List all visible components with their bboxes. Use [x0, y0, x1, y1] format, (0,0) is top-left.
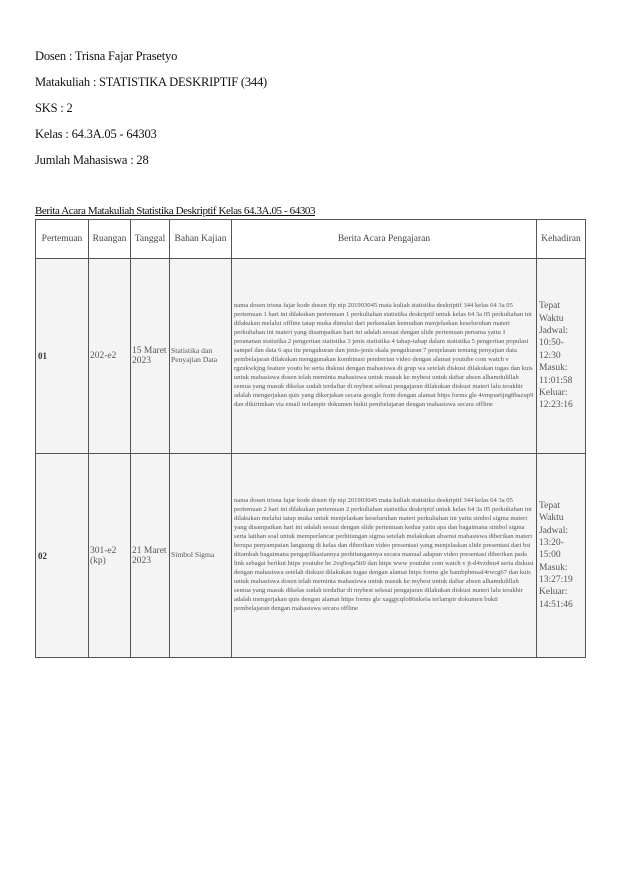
cell-pertemuan: 02 — [36, 454, 89, 658]
kehadiran-status: Tepat Waktu — [539, 500, 564, 524]
matakuliah-line: Matakuliah : STATISTIKA DESKRIPTIF (344) — [35, 75, 267, 89]
cell-kehadiran — [537, 259, 586, 454]
col-header-kehadiran: Kehadiran — [537, 220, 586, 259]
kehadiran-keluar: Keluar: 12:23:16 — [539, 387, 573, 411]
cell-tanggal: 21 Maret 2023 — [131, 454, 170, 658]
table-row — [36, 454, 586, 658]
table-row — [36, 259, 586, 454]
dosen-line: Dosen : Trisna Fajar Prasetyo — [35, 49, 178, 63]
col-header-ruangan: Ruangan — [89, 220, 131, 259]
sks-line: SKS : 2 — [35, 101, 73, 115]
kehadiran-masuk: Masuk: 11:01:58 — [539, 363, 573, 386]
jumlah-mahasiswa-line: Jumlah Mahasiswa : 28 — [35, 153, 149, 167]
kelas-line: Kelas : 64.3A.05 - 64303 — [35, 127, 157, 141]
cell-kehadiran — [537, 454, 586, 658]
cell-bahan-kajian: Statistika dan Penyajian Data — [170, 259, 232, 454]
cell-bahan-kajian: Simbol Sigma — [170, 454, 232, 658]
kehadiran-jadwal: Jadwal: 10:50-12:30 — [539, 326, 569, 361]
kehadiran-keluar: Keluar: 14:51:46 — [539, 587, 573, 610]
col-header-berita-acara: Berita Acara Pengajaran — [232, 220, 537, 259]
col-header-bahan-kajian: Bahan Kajian — [170, 220, 232, 259]
cell-ruangan: 301-e2 (kp) — [89, 454, 131, 658]
table-caption: Berita Acara Matakuliah Statistika Deskriptif Kelas 64.3A.05 - 64303 — [35, 205, 316, 217]
kehadiran-masuk: Masuk: 13:27:19 — [539, 562, 573, 586]
cell-berita-acara: nama dosen trisna fajar kode dosen tfp nip 201903045 mata kuliah statistika deskriptif 344 kelas 64 3a 05 pertemuan 2 hari ini dilakukan pertemuan 2 perkuliahan statistika deskriptif untuk kelas 64 3a 05 perkuliahan ini dilakukan melalui tatap muka untuk menjelaskan keseluruhan materi perkuliahan ini yaitu simbol sigma materi yang disampaikan hari ini adalah sesuai dengan slide pertemuan kedua yaitu apa dan bagaimana simbol sigma serta latihan soal untuk memperlancar perhitungan sigma setelah melakukan absensi mahasiswa diberikan materi berupa penyampaian langsung di kelas dan diberikan video presentasi yang menjelaskan slide presentasi dari bsi ditambah bagaimana pengaplikasiannya perhitungannya secara manual adapun video presentasi diberikan pada link sebagai berikut https youtube be 2vq0oqa5ti0 dan https www youtube com watch v jt-d4vzdnu4 serta diskusi dengan mahasiswa setelah diskusi dilakukan tugas dengan alamat https forms gle bambpbmsaf4rwcg67 dan kuis untuk mahasiswa dosen telah meminta mahasiswa untuk masuk ke mybest untuk daftar absen alhamdulillah semua yang masuk dikelas sudah terdaftar di mybest selesai pengajaran dilakukan diskusi materi lalu terakhir adalah mengerjakan quis dengan alamat https forms gle xaggjcqfo86nks6a terlampir dokumen bukti pembelajaran dengan mahasiswa secara offline — [232, 454, 537, 658]
cell-pertemuan: 01 — [36, 259, 89, 454]
cell-ruangan: 202-e2 — [89, 259, 131, 454]
table-header-row — [36, 220, 586, 259]
kehadiran-jadwal: Jadwal: 13:20-15:00 — [539, 525, 569, 561]
cell-berita-acara: nama dosen trisna fajar kode dosen tfp nip 201903045 mata kuliah statistika deskriptif 344 kelas 64 3a 05 pertemuan 1 hari ini dilakukan pertemuan 1 perkuliahan statistika deskriptif untuk kelas 64 3a 05 perkuliahan ini dilakukan melalui offline tatap muka dimulai dari perkenalan kemudian menjelaskan keseluruhan materi perkuliahan ini materi yang disampaikan hari ini adalah sesuai dengan slide pertemuan pertama yaitu 1 perananan statistika 2 pengertian statistika 3 jenis statistika 4 tahap-tahap dalam statistika 5 pengertian populasi sampel dan data 6 apa itu pengukuran dan jenis-jenis skala pengukuran 7 penjelasan tentang penyajian data pembelajaran dilakukan menggunakan kombinasi pemberian video dengan alamat youtube com watch v rgzukwkjng feature youtu be serta diskusi dengan mahasiswa di grup wa setelah diskusi dilakukan tugas dan kuis untuk mahasiswa dosen telah meminta mahasiswa untuk masuk ke mybest untuk daftar absen alhamdulillah semua yang masuk dikelas sudah terdaftar di mybest selesai pengajaran dilakukan diskusi materi lalu terakhir adalah mengerjakan quis yang dikerjakan secara google form dengan alamat https forms gle 4vmpus6jng8bazup9 dan dikirimkan via email terlampir dokumen bukti pembelajaran dengan mahasiswa secara offline — [232, 259, 537, 454]
kehadiran-status: Tepat Waktu — [539, 301, 564, 324]
cell-tanggal: 15 Maret 2023 — [131, 259, 170, 454]
berita-acara-table — [35, 219, 586, 658]
col-header-pertemuan: Pertemuan — [36, 220, 89, 259]
col-header-tanggal: Tanggal — [131, 220, 170, 259]
